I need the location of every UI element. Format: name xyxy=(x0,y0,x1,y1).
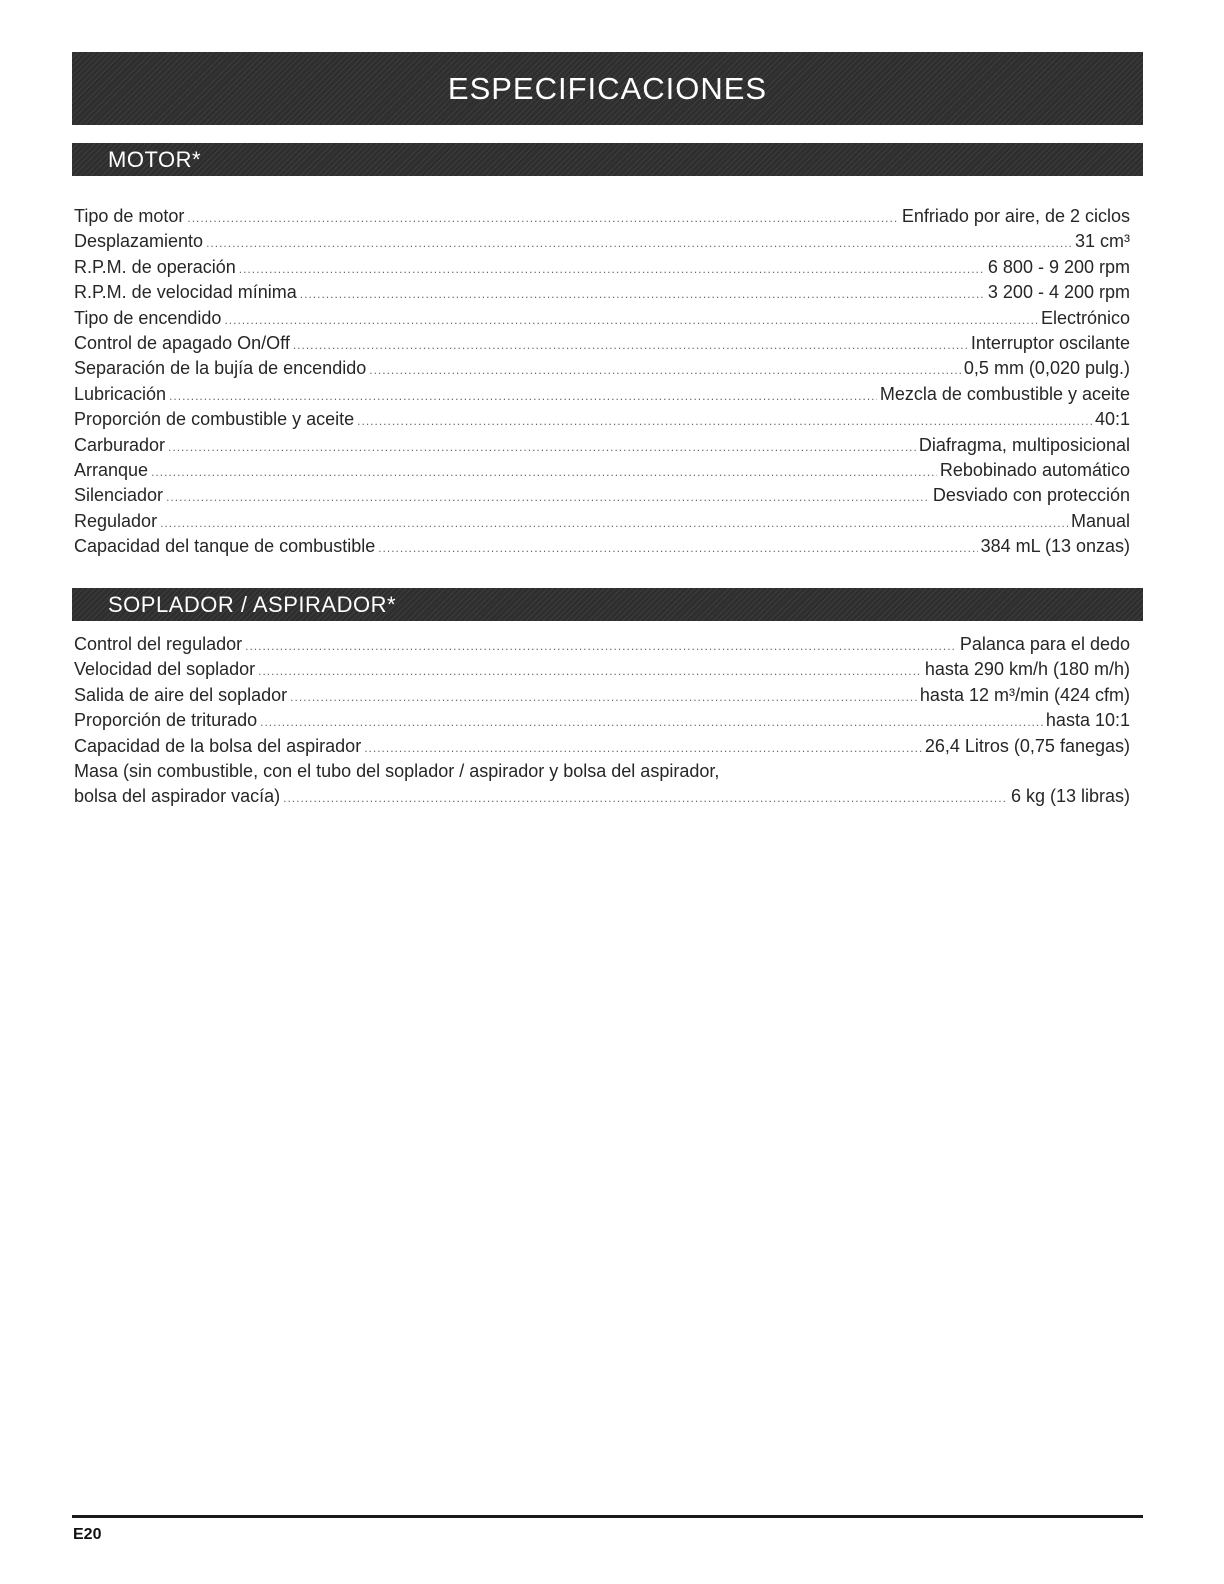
spec-value: Desviado con protección xyxy=(932,485,1130,506)
spec-label: Regulador xyxy=(74,510,158,531)
spec-value: 0,5 mm (0,020 pulg.) xyxy=(963,358,1130,379)
blower-spec-list xyxy=(74,632,1130,810)
spec-value: 40:1 xyxy=(1094,409,1130,430)
spec-value: Interruptor oscilante xyxy=(970,332,1130,353)
spec-label: Desplazamiento xyxy=(74,231,204,252)
spec-row xyxy=(74,458,1130,483)
spec-row xyxy=(74,204,1130,229)
spec-row xyxy=(74,331,1130,356)
spec-row xyxy=(74,382,1130,407)
spec-row xyxy=(74,534,1130,559)
spec-value: hasta 290 km/h (180 m/h) xyxy=(924,659,1130,680)
spec-row-mass-note xyxy=(74,759,1130,784)
spec-row xyxy=(74,784,1130,809)
spec-label: Tipo de motor xyxy=(74,206,185,226)
footer-rule xyxy=(72,1515,1143,1518)
spec-row xyxy=(74,509,1130,534)
spec-value: Rebobinado automático xyxy=(939,459,1130,480)
spec-value: 6 800 - 9 200 rpm xyxy=(987,256,1130,277)
spec-value: Enfriado por aire, de 2 ciclos xyxy=(901,206,1130,226)
spec-label: bolsa del aspirador vacía) xyxy=(74,786,281,807)
spec-label: Arranque xyxy=(74,459,149,480)
spec-label: Control del regulador xyxy=(74,634,243,654)
spec-row xyxy=(74,657,1130,682)
spec-label: Carburador xyxy=(74,434,166,455)
spec-label: Capacidad de la bolsa del aspirador xyxy=(74,735,362,756)
spec-value: 26,4 Litros (0,75 fanegas) xyxy=(924,735,1130,756)
mass-note: Masa (sin combustible, con el tubo del soplador / aspirador y bolsa del aspirador, xyxy=(74,760,720,781)
spec-row xyxy=(74,708,1130,733)
spec-label: Tipo de encendido xyxy=(74,307,222,328)
spec-row xyxy=(74,306,1130,331)
spec-row xyxy=(74,229,1130,254)
spec-row xyxy=(74,280,1130,305)
spec-label: R.P.M. de velocidad mínima xyxy=(74,282,297,303)
spec-row xyxy=(74,433,1130,458)
spec-label: Lubricación xyxy=(74,383,167,404)
spec-label: Separación de la bujía de encendido xyxy=(74,358,367,379)
spec-value: Diafragma, multiposicional xyxy=(918,434,1130,455)
motor-section-header xyxy=(72,143,1143,176)
spec-row xyxy=(74,683,1130,708)
spec-value: hasta 10:1 xyxy=(1045,710,1130,731)
spec-value: 6 kg (13 libras) xyxy=(1010,786,1130,807)
blower-section-title: SOPLADOR / ASPIRADOR* xyxy=(108,591,397,617)
spec-label: Salida de aire del soplador xyxy=(74,684,288,705)
spec-row xyxy=(74,632,1130,657)
page-number: E20 xyxy=(73,1526,102,1543)
spec-value: 3 200 - 4 200 rpm xyxy=(987,282,1130,303)
blower-section-header xyxy=(72,588,1143,621)
spec-value: Electrónico xyxy=(1040,307,1130,328)
page-title: ESPECIFICACIONES xyxy=(447,70,768,106)
spec-value: 384 mL (13 onzas) xyxy=(980,536,1130,557)
spec-value: hasta 12 m³/min (424 cfm) xyxy=(919,684,1130,705)
spec-label: Control de apagado On/Off xyxy=(74,332,290,353)
motor-spec-list xyxy=(74,204,1130,559)
spec-value: Manual xyxy=(1070,510,1130,531)
spec-value: Mezcla de combustible y aceite xyxy=(879,383,1130,404)
spec-row xyxy=(74,255,1130,280)
spec-row xyxy=(74,407,1130,432)
spec-value: Palanca para el dedo xyxy=(959,634,1130,654)
spec-label: R.P.M. de operación xyxy=(74,256,236,277)
spec-value: 31 cm³ xyxy=(1074,231,1130,252)
spec-label: Silenciador xyxy=(74,485,164,506)
page-title-bar xyxy=(72,52,1143,125)
spec-label: Proporción de triturado xyxy=(74,710,258,731)
spec-row xyxy=(74,483,1130,508)
spec-label: Proporción de combustible y aceite xyxy=(74,409,355,430)
spec-label: Velocidad del soplador xyxy=(74,659,256,680)
spec-row xyxy=(74,356,1130,381)
motor-section-title: MOTOR* xyxy=(108,146,202,172)
spec-label: Capacidad del tanque de combustible xyxy=(74,536,376,557)
spec-row xyxy=(74,734,1130,759)
